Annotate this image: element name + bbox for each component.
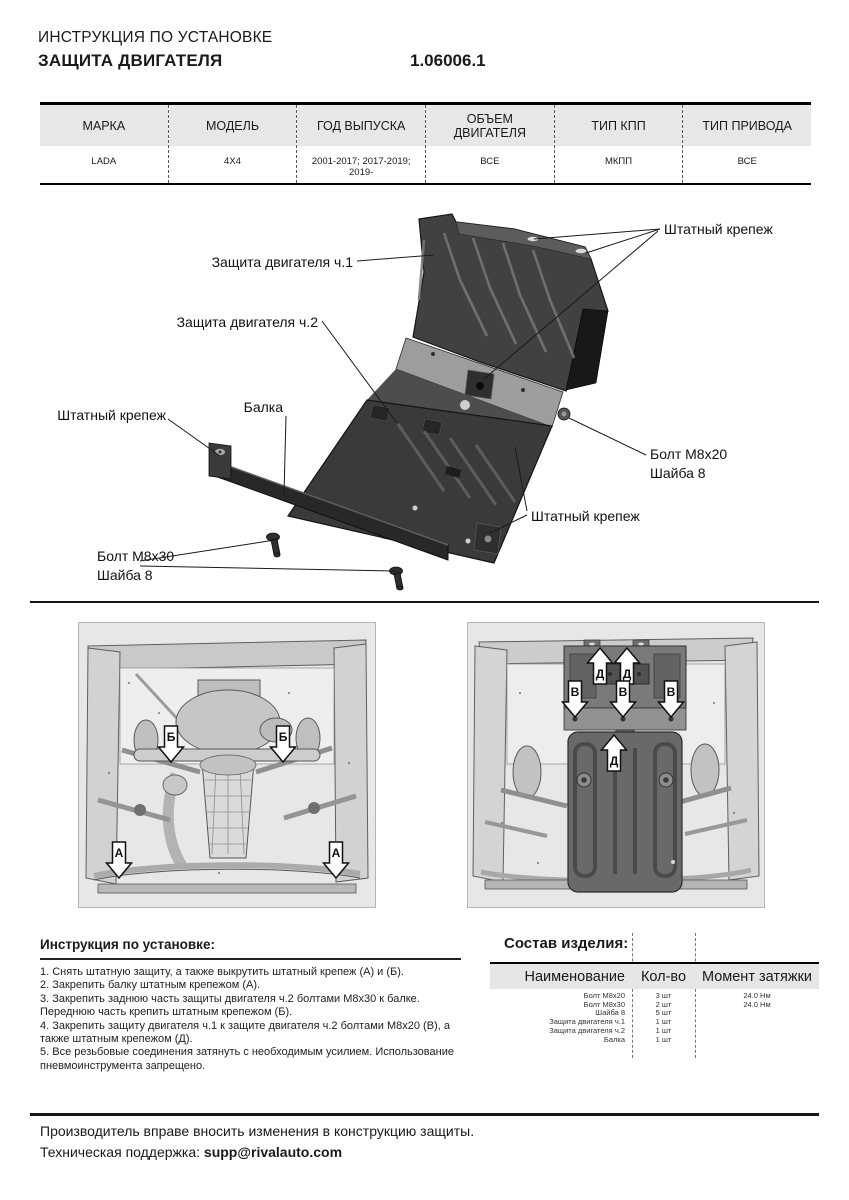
spec-value-label: МКПП xyxy=(604,156,633,167)
component-torque xyxy=(695,1009,819,1018)
spec-value-cell xyxy=(426,146,554,183)
spec-value-label: ВСЕ xyxy=(737,156,757,167)
svg-text:А: А xyxy=(114,846,124,860)
svg-text:А: А xyxy=(331,846,341,860)
spec-col-gearbox xyxy=(554,105,683,183)
components-header-row xyxy=(490,964,819,989)
callout-washer-left: Шайба 8 xyxy=(97,567,153,583)
page-title: ЗАЩИТА ДВИГАТЕЛЯ xyxy=(38,51,223,70)
instructions-steps xyxy=(40,966,470,1073)
spec-header-label: МОДЕЛЬ xyxy=(205,118,260,133)
spec-header-cell xyxy=(297,105,425,146)
svg-text:Б: Б xyxy=(278,730,288,744)
component-name: Защита двигателя ч.2 xyxy=(549,1025,625,1035)
table-row xyxy=(490,1009,819,1018)
section-divider xyxy=(30,601,819,603)
vehicle-spec-table xyxy=(40,102,811,185)
components-rows xyxy=(490,989,819,1044)
components-table xyxy=(490,962,819,1044)
spec-value-cell xyxy=(297,146,425,183)
component-name: Шайба 8 xyxy=(595,1008,625,1018)
spec-header-label: ГОД ВЫПУСКА xyxy=(316,118,406,133)
component-torque: 24.0 Нм xyxy=(743,991,771,1000)
callout-fastener-left: Штатный крепеж xyxy=(57,407,166,423)
components-header-torque: Момент затяжки xyxy=(701,968,813,985)
spec-value-label: 2001-2017; 2017-2019; 2019- xyxy=(311,156,411,178)
spec-value-cell xyxy=(169,146,297,183)
bolt-m8x20-item xyxy=(558,408,570,420)
spec-value-cell xyxy=(555,146,683,183)
spec-header-label: ТИП ПРИВОДА xyxy=(702,118,792,133)
svg-text:Д: Д xyxy=(622,667,632,681)
callout-part1: Защита двигателя ч.1 xyxy=(211,254,353,270)
instruction-step: 3. Закрепить заднюю часть защиты двигателя ч.2 болтами М8х30 к балке. Переднюю часть крепить штатным крепежом (Б). xyxy=(40,992,420,1019)
component-name: Защита двигателя ч.1 xyxy=(549,1017,625,1027)
component-name: Балка xyxy=(603,1034,625,1044)
bolt-m8x30-items xyxy=(267,533,404,590)
svg-text:Б: Б xyxy=(166,730,176,744)
installation-diagram xyxy=(0,195,849,605)
document-subtitle: ИНСТРУКЦИЯ ПО УСТАНОВКЕ xyxy=(38,29,273,46)
support-label: Техническая поддержка: xyxy=(40,1144,201,1160)
callout-bolt-m8x20: Болт М8х20 xyxy=(650,446,728,462)
table-row xyxy=(490,1027,819,1036)
component-name: Болт М8х20 xyxy=(583,991,625,1000)
instructions-title: Инструкция по установке: xyxy=(40,937,215,952)
callout-part2: Защита двигателя ч.2 xyxy=(176,314,318,330)
spec-col-drive xyxy=(682,105,811,183)
component-qty: 5 шт xyxy=(655,1008,672,1018)
footer-support xyxy=(40,1144,342,1160)
callout-fastener-top: Штатный крепеж xyxy=(664,221,773,237)
table-row xyxy=(490,1036,819,1045)
components-header-qty: Кол-во xyxy=(640,968,687,985)
component-qty: 2 шт xyxy=(655,999,672,1009)
svg-text:В: В xyxy=(666,685,676,699)
instruction-step: 4. Закрепить защиту двигателя ч.1 к защите двигателя ч.2 болтами М8х20 (В), а также штатным крепежом (Д). xyxy=(40,1019,450,1046)
component-name: Болт М8х30 xyxy=(583,999,625,1009)
component-qty: 1 шт xyxy=(655,1017,672,1027)
footer-note: Производитель вправе вносить изменения в конструкцию защиты. xyxy=(40,1123,475,1139)
spec-header-cell xyxy=(683,105,811,146)
spec-value-cell xyxy=(40,146,168,183)
svg-text:Д: Д xyxy=(609,754,619,768)
component-torque xyxy=(695,1036,819,1045)
spec-value-label: ВСЕ xyxy=(480,156,500,167)
svg-text:В: В xyxy=(618,685,628,699)
instruction-step: 5. Все резьбовые соединения затянуть с необходимым усилием. Использование пневмоинструмента запрещено. xyxy=(40,1046,454,1072)
photo-underbody-after xyxy=(467,622,765,908)
support-email: supp@rivalauto.com xyxy=(203,1144,343,1160)
spec-header-cell xyxy=(426,105,554,146)
spec-col-engine xyxy=(425,105,554,183)
spec-col-model xyxy=(168,105,297,183)
spec-header-label: ОБЪЕМ ДВИГАТЕЛЯ xyxy=(453,111,526,140)
spec-header-label: МАРКА xyxy=(82,118,126,133)
spec-header-label: ТИП КПП xyxy=(591,118,646,133)
photo-underbody-before xyxy=(78,622,376,908)
component-qty: 3 шт xyxy=(655,991,672,1000)
instruction-step: 2. Закрепить балку штатным крепежом (А). xyxy=(40,979,261,992)
component-torque xyxy=(695,1018,819,1027)
spec-header-cell xyxy=(169,105,297,146)
spec-value-label: LADA xyxy=(91,156,117,167)
components-header-name: Наименование xyxy=(524,968,625,985)
spec-col-year xyxy=(296,105,425,183)
component-qty: 1 шт xyxy=(655,1034,672,1044)
spec-col-brand xyxy=(40,105,168,183)
spec-header-cell xyxy=(555,105,683,146)
components-title: Состав изделия: xyxy=(504,935,629,952)
instructions-divider xyxy=(40,958,461,960)
spec-value-label: 4X4 xyxy=(224,156,241,167)
table-row xyxy=(490,1001,819,1010)
callout-fastener-right: Штатный крепеж xyxy=(531,508,640,524)
component-torque: 24.0 Нм xyxy=(743,999,771,1009)
svg-text:В: В xyxy=(570,685,580,699)
table-row xyxy=(490,1018,819,1027)
callout-washer-right: Шайба 8 xyxy=(650,465,706,481)
spec-header-cell xyxy=(40,105,168,146)
callout-bolt-m8x30: Болт М8х30 xyxy=(97,548,175,564)
part-number: 1.06006.1 xyxy=(410,51,486,70)
callout-beam: Балка xyxy=(243,399,283,415)
component-qty: 1 шт xyxy=(655,1025,672,1035)
svg-text:Д: Д xyxy=(595,667,605,681)
component-torque xyxy=(695,1027,819,1036)
footer-divider xyxy=(30,1113,819,1116)
spec-value-cell xyxy=(683,146,811,183)
instruction-step: 1. Снять штатную защиту, а также выкрутить штатный крепеж (А) и (Б). xyxy=(40,966,404,978)
